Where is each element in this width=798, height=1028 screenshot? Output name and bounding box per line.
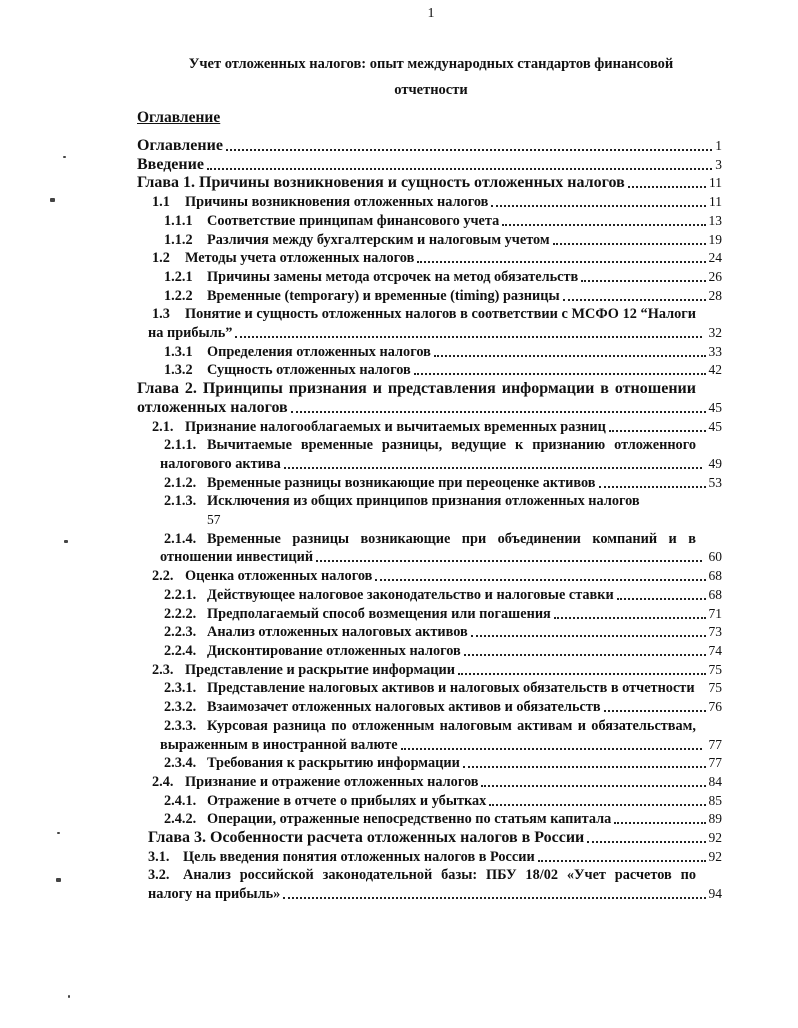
toc-entry-page: 13 (708, 212, 722, 228)
toc-entry-page: 11 (709, 194, 722, 210)
toc-entry-number: 2.1. (152, 418, 174, 435)
toc-entry-page: 89 (708, 811, 722, 827)
toc-entry-page: 11 (709, 175, 722, 191)
toc-entry-page: 92 (708, 830, 722, 846)
toc-entry-title: Исключения из общих принципов признания отложенных налогов (207, 493, 640, 510)
toc-entry-number: 2.4.2. (164, 811, 197, 828)
dot-leader (553, 243, 706, 245)
toc-entry-title: Понятие и сущность отложенных налогов в соответствии с МСФО 12 “Налоги на прибыль” (148, 306, 696, 342)
dot-leader (471, 635, 706, 637)
toc-entry-number: 2.1.4. (164, 530, 197, 547)
toc-entry-title: Цель введения понятия отложенных налогов в России (183, 848, 535, 865)
document-title-line1: Учет отложенных налогов: опыт международных стандартов финансовой (188, 56, 674, 72)
toc-entry[interactable] (137, 642, 722, 661)
toc-entry[interactable] (137, 792, 722, 811)
toc-entry-number: 1.3.2 (164, 362, 193, 379)
toc-entry-title: Различия между бухгалтерским и налоговым учетом (207, 231, 550, 248)
toc-entry-title: Анализ российской законодательной базы: ПБУ 18/02 «Учет расчетов по налогу на прибыль» (148, 867, 696, 903)
toc-entry-page: 19 (708, 231, 722, 247)
toc-entry-number: 1.2 (152, 250, 170, 267)
toc-entry-page: 68 (708, 586, 722, 602)
toc-entry-page: 73 (708, 624, 722, 640)
dot-leader (283, 897, 705, 899)
dot-leader (284, 467, 702, 469)
toc-entry-page: 60 (708, 549, 722, 565)
toc-entry-number: 1.2.2 (164, 287, 193, 304)
toc-entry-page: 94 (708, 886, 722, 902)
toc-entry[interactable] (137, 343, 722, 362)
toc-entry[interactable] (137, 586, 722, 605)
table-of-contents (137, 137, 722, 904)
document-title-line2: отчетности (394, 82, 468, 98)
toc-entry-title: Методы учета отложенных налогов (185, 250, 415, 267)
toc-entry-page: 42 (708, 362, 722, 378)
toc-entry[interactable] (137, 717, 722, 754)
toc-entry-number: 1.3 (152, 306, 170, 323)
toc-entry-page: 85 (708, 792, 722, 808)
dot-leader (614, 822, 705, 824)
toc-entry[interactable] (137, 436, 722, 473)
toc-entry-number: 2.2.3. (164, 624, 197, 641)
toc-entry-page: 77 (708, 736, 722, 752)
dot-leader (434, 355, 706, 357)
toc-entry-page: 71 (708, 605, 722, 621)
toc-entry-title: Представление налоговых активов и налоговых обязательств в отчетности (207, 680, 695, 697)
toc-entry-page: 32 (708, 325, 722, 341)
toc-entry-title: Оглавление (137, 137, 223, 154)
toc-entry-title: Временные разницы возникающие при объединении компаний и в отношении инвестиций (160, 530, 696, 566)
toc-entry-title: Временные разницы возникающие при переоценке активов (207, 474, 596, 491)
toc-entry-title: Причины возникновения отложенных налогов (185, 194, 489, 211)
toc-entry[interactable] (137, 361, 722, 380)
toc-entry-title: Отражение в отчете о прибылях и убытках (207, 792, 487, 809)
toc-entry[interactable] (137, 810, 722, 829)
toc-entry-title: Операции, отраженные непосредственно по статьям капитала (207, 811, 612, 828)
scan-speck (57, 832, 60, 834)
toc-entry-title: Сущность отложенных налогов (207, 362, 411, 379)
toc-entry-number: 1.1 (152, 194, 170, 211)
toc-entry-page: 74 (708, 642, 722, 658)
dot-leader (563, 299, 706, 301)
toc-entry[interactable] (137, 305, 722, 342)
toc-entry[interactable] (137, 212, 722, 231)
dot-leader (207, 168, 712, 170)
scan-speck (50, 198, 55, 202)
toc-entry[interactable] (137, 474, 722, 493)
toc-entry[interactable] (137, 287, 722, 306)
dot-leader (489, 804, 705, 806)
toc-entry-title: Причины замены метода отсрочек на метод обязательств (207, 268, 579, 285)
toc-entry-number: 2.1.1. (164, 437, 197, 454)
toc-entry[interactable] (137, 623, 722, 642)
toc-entry[interactable] (137, 193, 722, 212)
toc-entry-number: 1.3.1 (164, 343, 193, 360)
toc-entry-page: 77 (708, 755, 722, 771)
scan-speck (68, 995, 70, 998)
toc-entry-title: Глава 1. Причины возникновения и сущность отложенных налогов (137, 174, 625, 192)
dot-leader (609, 430, 706, 432)
toc-entry-page: 75 (708, 680, 722, 696)
toc-entry-title: Глава 2. Принципы признания и представления информации в отношении отложенных налогов (137, 380, 696, 416)
dot-leader (554, 617, 706, 619)
toc-entry-number: 2.3.2. (164, 699, 197, 716)
toc-heading: Оглавление (137, 109, 221, 126)
toc-entry[interactable] (137, 418, 722, 437)
toc-entry-title: Представление и раскрытие информации (185, 661, 455, 678)
toc-entry-title: Вычитаемые временные разницы, ведущие к признанию отложенного налогового актива (160, 437, 696, 472)
dot-leader (226, 149, 712, 151)
toc-entry-number: 1.1.1 (164, 212, 193, 229)
toc-entry-page: 1 (715, 138, 722, 153)
dot-leader (401, 748, 702, 750)
toc-entry[interactable] (137, 567, 722, 586)
toc-entry-number: 2.2.2. (164, 605, 197, 622)
toc-entry[interactable] (137, 156, 722, 175)
toc-entry[interactable] (137, 661, 722, 680)
toc-entry[interactable] (137, 848, 722, 867)
toc-entry[interactable] (137, 866, 722, 903)
dot-leader (599, 486, 706, 488)
dot-leader (414, 373, 706, 375)
toc-entry-number: 2.3.3. (164, 717, 197, 734)
toc-entry[interactable] (137, 754, 722, 773)
dot-leader (458, 673, 706, 675)
dot-leader (502, 224, 705, 226)
toc-entry-number: 2.3.4. (164, 755, 197, 772)
toc-entry[interactable] (137, 268, 722, 287)
toc-entry[interactable] (137, 137, 722, 156)
toc-entry-number: 3.2. (148, 867, 170, 884)
toc-entry[interactable] (137, 605, 722, 624)
dot-leader (291, 411, 706, 413)
toc-entry-page: 24 (708, 250, 722, 266)
toc-entry-page: 92 (708, 848, 722, 864)
toc-entry-page: 84 (708, 773, 722, 789)
toc-entry-title: Дисконтирование отложенных налогов (207, 642, 461, 659)
dot-leader (463, 766, 706, 768)
dot-leader (628, 186, 706, 188)
dot-leader (587, 841, 705, 843)
toc-entry-title: Курсовая разница по отложенным налоговым активам и обязательствам, выраженным в иностранной валюте (160, 717, 696, 753)
dot-leader (604, 710, 706, 712)
scan-speck (64, 540, 68, 543)
dot-leader (316, 560, 701, 562)
toc-entry-number: 2.2. (152, 568, 174, 585)
dot-leader (481, 785, 705, 787)
dot-leader (491, 205, 706, 207)
toc-entry-number: 2.3. (152, 661, 174, 678)
toc-entry-number: 1.1.2 (164, 231, 193, 248)
dot-leader (581, 280, 705, 282)
toc-entry-title: Требования к раскрытию информации (207, 755, 460, 772)
toc-entry-number: 1.2.1 (164, 268, 193, 285)
page-number: 1 (427, 6, 435, 21)
toc-entry-number: 2.2.4. (164, 642, 197, 659)
toc-entry-page: 26 (708, 268, 722, 284)
dot-leader (375, 579, 705, 581)
toc-entry-page: 28 (708, 287, 722, 303)
toc-entry[interactable] (137, 249, 722, 268)
toc-entry[interactable] (137, 698, 722, 717)
toc-entry-page: 68 (708, 568, 722, 584)
toc-entry-page: 45 (708, 418, 722, 434)
toc-entry[interactable] (137, 174, 722, 193)
toc-entry-page: 45 (708, 399, 722, 415)
toc-entry-number: 3.1. (148, 848, 170, 865)
toc-entry-title: Временные (temporary) и временные (timing) разницы (207, 287, 560, 304)
toc-entry[interactable] (137, 829, 722, 848)
toc-entry-title: Взаимозачет отложенных налоговых активов и обязательств (207, 699, 601, 716)
scan-speck (63, 156, 66, 158)
dot-leader (464, 654, 706, 656)
toc-entry-number: 2.1.3. (164, 493, 197, 510)
toc-entry[interactable] (137, 773, 722, 792)
toc-entry-page: 75 (708, 661, 722, 677)
toc-entry[interactable] (137, 679, 722, 698)
toc-entry[interactable] (137, 380, 722, 417)
toc-entry-title: Анализ отложенных налоговых активов (207, 624, 468, 641)
toc-entry-number: 2.2.1. (164, 586, 197, 603)
toc-entry-page: 57 (207, 512, 221, 528)
toc-entry-page: 33 (708, 343, 722, 359)
dot-leader (235, 336, 701, 338)
toc-entry-page: 49 (708, 455, 722, 471)
toc-entry-number: 2.4.1. (164, 792, 197, 809)
toc-entry-page: 3 (715, 156, 722, 172)
toc-entry-title: Оценка отложенных налогов (185, 568, 373, 585)
toc-entry[interactable] (137, 530, 722, 567)
toc-entry-title: Введение (137, 155, 204, 173)
toc-entry-title: Признание и отражение отложенных налогов (185, 773, 479, 790)
toc-entry-title: Действующее налоговое законодательство и налоговые ставки (207, 586, 614, 603)
toc-entry[interactable] (137, 231, 722, 250)
toc-entry-title: Предполагаемый способ возмещения или погашения (207, 605, 551, 622)
dot-leader (617, 598, 706, 600)
toc-entry-title: Соответствие принципам финансового учета (207, 212, 500, 229)
toc-entry-number: 2.4. (152, 773, 174, 790)
scan-speck (56, 878, 61, 882)
toc-entry-title: Признание налогооблагаемых и вычитаемых временных разниц (185, 418, 606, 435)
toc-entry-title: Определения отложенных налогов (207, 343, 431, 360)
dot-leader (417, 261, 705, 263)
toc-entry-number: 2.1.2. (164, 474, 197, 491)
toc-entry-page: 76 (708, 699, 722, 715)
toc-entry-number: 2.3.1. (164, 680, 197, 697)
toc-entry-page: 53 (708, 474, 722, 490)
toc-entry-title: Глава 3. Особенности расчета отложенных налогов в России (148, 829, 585, 847)
dot-leader (538, 860, 706, 862)
toc-entry[interactable] (137, 492, 722, 529)
